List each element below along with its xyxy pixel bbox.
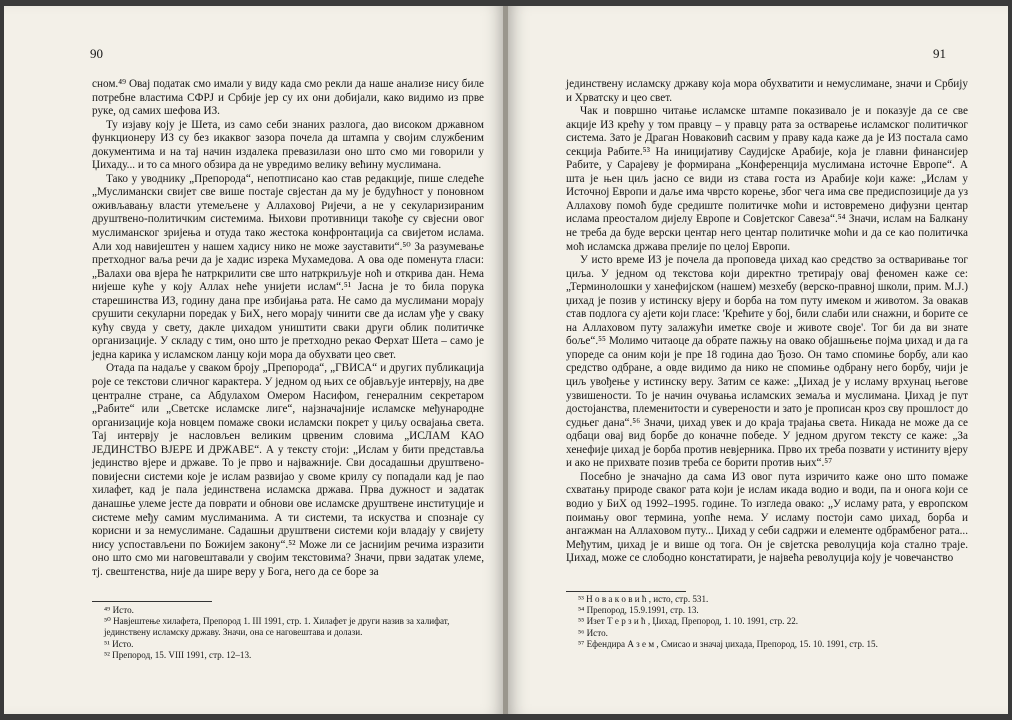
footnote-divider	[566, 591, 686, 592]
footnotes	[92, 605, 484, 661]
body-text	[566, 78, 968, 566]
paragraph: Посебно је значајно да сама ИЗ овог пута изричито каже оно што помаже схватању природе сваког рата који је ислам икада водио и води, па и онога који се водио у БиХ од 1992–1995. године. То изгледа овако: „У исламу рата, у европском поимању овог термина, уопће нема. У исламу постоји само џихад, борба и ангажман на Аллаховом путу... Џихад у себи садржи и елементе одбрамбеног рата... Међутим, џихад је и више од тога. Он је свјетска револуција која стално траје. Џихад, може се слободно констатирати, је највећа револуција коју је човечанство	[566, 470, 968, 565]
footnote: ⁵² Препород, 15. VIII 1991, стр. 12–13.	[104, 649, 252, 660]
footnote: ⁵⁶ Исто.	[578, 627, 608, 638]
paragraph: Отада па надаље у сваком броју „Препорода“, „ГВИСА“ и других публикација роје се текстови сличног карактера. У једном од њих се објављује интервју, на две централне стране, са Абдулахом Омером Насифом, генералним секретаром „Рабите“ или „Светске исламске лиге“, најзначајније исламске међународне организације која новцем помаже своки исламски покрет у циљу освајања света. Тај интервју је насловљен великим црвеним словима „ИСЛАМ КАО ЈЕДИНСТВО ВЈЕРЕ И ДРЖАВЕ“. А у тексту стоји: „Ислам у бити представља јединство вјере и државе. То је прво и најважније. Сви досадашњи друштвено-повијесни системи које је ислам развијао у своме крилу су попадали кад је пао хилафет, кад је пала јединствена исламска држава. Прва дужност и задатак данашње улеме јесте да поврати и обнови ове исламске друштвене институције и системе међу самим муслиманима. А ти системи, та искуства и спознаје су корисни и за немуслимане. Садашњи друштвени системи који владају у свијету нису успостављени по Божијем закону“.⁵² Може ли се јаснијим речима изразити оно што смо ми наговештавали у својим текстовима? Значи, први задатак улеме, тј. свештенства, није да шире веру у Бога, него да се боре за	[92, 362, 484, 578]
footnote: ⁵⁵ Изет Т е р з и ћ , Џихад, Препород, 1. 10. 1991, стр. 22.	[578, 616, 799, 627]
paragraph: јединствену исламску државу која мора обухватити и немуслимане, значи и Србију и Хрватску и цео свет.	[566, 78, 968, 104]
footnotes	[566, 594, 968, 650]
paragraph: Чак и површно читање исламске штампе показивало је и показује да се све акције ИЗ крећу у том правцу – у правцу рата за остварење исламског политичког система. Зато је Драган Новаковић сасвим у праву када каже да је ИЗ постала само секција Рабите.⁵³ На иницијативу Саудијске Арабије, која је главни финансијер Рабите, у Сарајеву је формирана „Конференција муслимана источне Европе“. А шта је њен циљ јасно се види из става госта из Арабије који каже: „Ислам у Источној Европи и даље има чврсто корење, због чега има све предиспозиције да уз Аллахову помоћ буде средиште политичке моћи и истовремено дифузни центар ислама преосталом дијелу Европе и Совјетског Савеза“.⁵⁴ Значи, ислам на Балкану не треба да буде верски центар него центар политичке моћи и да се као политичка моћ исламска држава прелије по целој Европи.	[566, 105, 968, 253]
footnote: ⁵¹ Исто.	[104, 638, 134, 649]
paragraph: У исто време ИЗ је почела да проповеда џихад као средство за остваривање тог циља. У једном од текстова који директно третирају овај феномен каже се: „Терминолошки у ханефијском (нашем) мезхебу (верско-правној школи, прим. М.Ј.) џихад је позив у истинску вјеру и борба на том путу имеком и животом. За овакав став подлога су ајети који гласе: 'Крећите у бој, били слаби или снажни, и борите се на Аллаховом путу залажући иметке своје и животе своје'. Тог би да ви знате боље“.⁵⁵ Молимо читаоце да обрате пажњу на овако објашњење појма џихад и да га упореде са оним који је пре 18 година дао Ђозо. Он тамо спомиње борбу, али као средство одбране, а овде видимо да нико не спомиње одбрану него борбу, чији је циљ увођење у истинску веру. Затим се каже: „Џихад је у исламу врхунац његове узвишености. То је начин очувања исламских земаља и муслимана. Џихад је пут достојанства, племенитости и суверености и зато је прописан кроз сву прошлост до судњег дана“.⁵⁶ Значи, џихад увек и до краја трајања света. Никада не може да се одбаци овај вид борбе до коначне победе. У једном другом тексту се каже: „За хенефије џихад је борба против невјерника. Прво их треба позвати у истиниту вјеру и ако не прихвате позив треба се борити против њих“.⁵⁷	[566, 254, 968, 470]
footnote: ⁴⁹ Исто.	[104, 605, 134, 615]
footnote: ⁵⁰ Навјештење хилафета, Препород 1. III 1991, стр. 1. Хилафет је други назив за халифат, јединствену исламску државу. Значи, она се наговештава и долази.	[104, 616, 450, 638]
page-number: 90	[90, 46, 103, 61]
body-text	[92, 78, 484, 579]
left-page	[4, 6, 504, 714]
footnote: ⁵⁷ Ефендира А з е м , Смисао и значај џихада, Препород, 15. 10. 1991, стр. 15.	[578, 638, 878, 649]
paragraph: Тако у уводнику „Препорода“, непотписано као став редакције, пише следеће „Муслимански свијет све више постаје свјестан да му је будућност у поновном оживљавању власти утемељене у Аллаховој Ријечи, а не у секуларизираним друштвено-политичким системима. Њихови противници такође су свјесни овог муслиманског зријења и отуда тако жестока конфронтација са свијетом ислама. Али ход навијештен у нашем хадису нико не може зауставити“.⁵⁰ За разумевање претходног ваља речи да је хадис изрека Мухамедова. А ова оде поменута гласи: „Валахи ова вјера ће натркрилити све што натркриљује ноћ и открива дан. Нема нијеше куће у коју Аллах неће унијети ислам“.⁵¹ Јасна је то била порука старешинства ИЗ, годину дана пре избијања рата. Не само да муслимани морају срушити секуларни поредак у БиХ, него морају чинити све да ислам уђе у сваку кућу свуда у свету, дакле џихадом уништити сваки други облик политичке организације. У складу с тим, оно што је претходно рекао Ферхат Шета – само је једна карика у исламском ланцу који мора да обухвати цео свет.	[92, 172, 484, 361]
footnote: ⁵³ Н о в а к о в и ћ , исто, стр. 531.	[578, 594, 709, 604]
page-number: 91	[933, 46, 946, 61]
footnote-divider	[92, 601, 212, 602]
right-page	[508, 6, 1008, 714]
paragraph: Ту изјаву коју је Шета, из само себи знаних разлога, дао високом државном функционеру ИЗ су без икаквог зазора почела да штампа у своjим службеним документима и на тај начин издалека превазилази оно што смо ми говорили у Џихаду... и то са много обзира да не увредимо велику већину муслимана.	[92, 118, 484, 172]
footnote: ⁵⁴ Препород, 15.9.1991, стр. 13.	[578, 605, 699, 616]
paragraph: сном.⁴⁹ Овај податак смо имали у виду када смо рекли да наше анализе нису биле потребне властима СФРЈ и Србије јер су их они добијали, како видимо из прве руке, од самих шефова ИЗ.	[92, 78, 484, 118]
